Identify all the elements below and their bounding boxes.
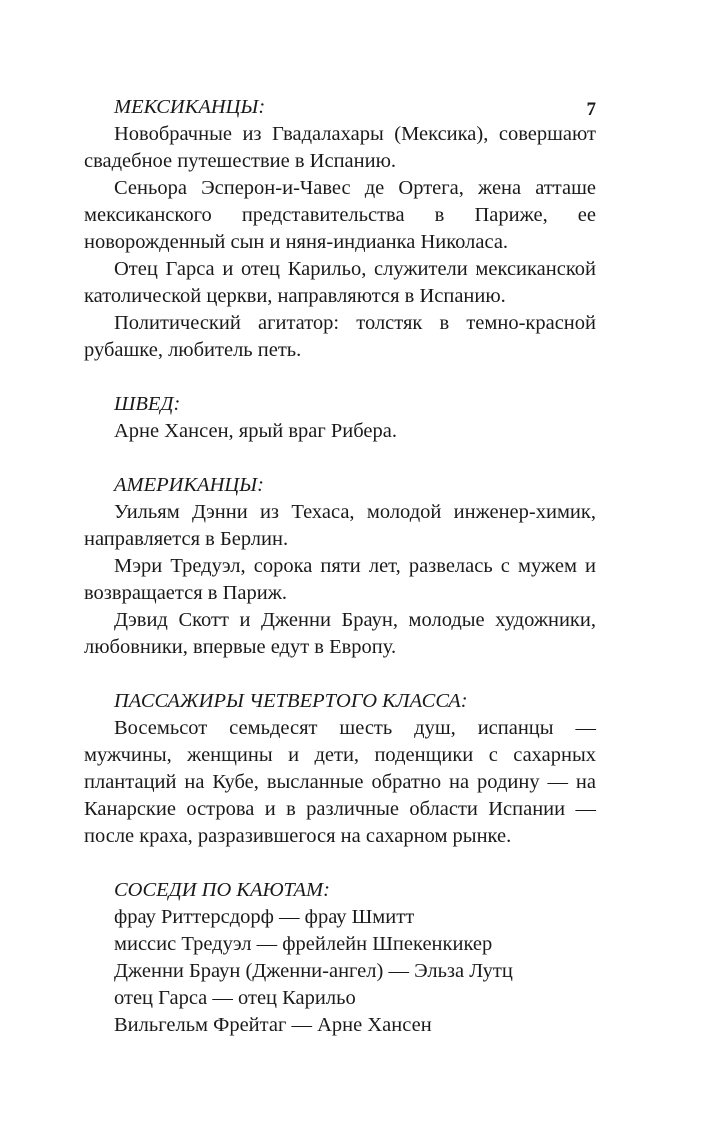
paragraph: Сеньора Эсперон-и-Чавес де Ортега, жена атташе мексиканского представительства в Париже, ее новорожденный сын и няня-индианка Николаса.: [84, 177, 596, 253]
cabin-pair: миссис Тредуэл — фрейлейн Шпекенкикер: [114, 933, 493, 955]
cabin-pair: Дженни Браун (Дженни-ангел) — Эльза Лутц: [114, 960, 513, 982]
book-page: [84, 94, 596, 1066]
paragraph: Восемьсот семьдесят шесть душ, испанцы — мужчины, женщины и дети, поденщики с сахарных плантаций на Кубе, высланные обратно на родину — на Канарские острова и в различные области Испании — после краха, разразившегося на сахарном рынке.: [84, 717, 596, 847]
section-swede: [84, 391, 596, 445]
page-number: 7: [586, 99, 596, 120]
paragraph: Дэвид Скотт и Дженни Браун, молодые художники, любовники, впервые едут в Европу.: [84, 609, 596, 658]
paragraph: Арне Хансен, ярый враг Рибера.: [114, 420, 398, 442]
paragraph: Политический агитатор: толстяк в темно-красной рубашке, любитель петь.: [84, 312, 596, 361]
section-heading: СОСЕДИ ПО КАЮТАМ:: [114, 879, 330, 901]
paragraph: Мэри Тредуэл, сорока пяти лет, развелась с мужем и возвращается в Париж.: [84, 555, 596, 604]
paragraph: Уильям Дэнни из Техаса, молодой инженер-химик, направляется в Берлин.: [84, 501, 596, 550]
section-heading: АМЕРИКАНЦЫ:: [114, 474, 264, 496]
section-heading: МЕКСИКАНЦЫ:: [114, 96, 266, 118]
section-heading: ШВЕД:: [114, 393, 181, 415]
cabin-pair: Вильгельм Фрейтаг — Арне Хансен: [114, 1014, 432, 1036]
section-americans: [84, 472, 596, 661]
cabin-pair: фрау Риттерсдорф — фрау Шмитт: [114, 906, 415, 928]
section-cabin-neighbors: [84, 877, 596, 1039]
paragraph: Отец Гарса и отец Карильо, служители мексиканской католической церкви, направляются в Испанию.: [84, 258, 596, 307]
section-mexicans: [84, 94, 596, 364]
cabin-pair: отец Гарса — отец Карильо: [114, 987, 356, 1009]
section-fourth-class: [84, 688, 596, 850]
paragraph: Новобрачные из Гвадалахары (Мексика), совершают свадебное путешествие в Испанию.: [84, 123, 596, 172]
section-heading: ПАССАЖИРЫ ЧЕТВЕРТОГО КЛАССА:: [114, 690, 468, 712]
